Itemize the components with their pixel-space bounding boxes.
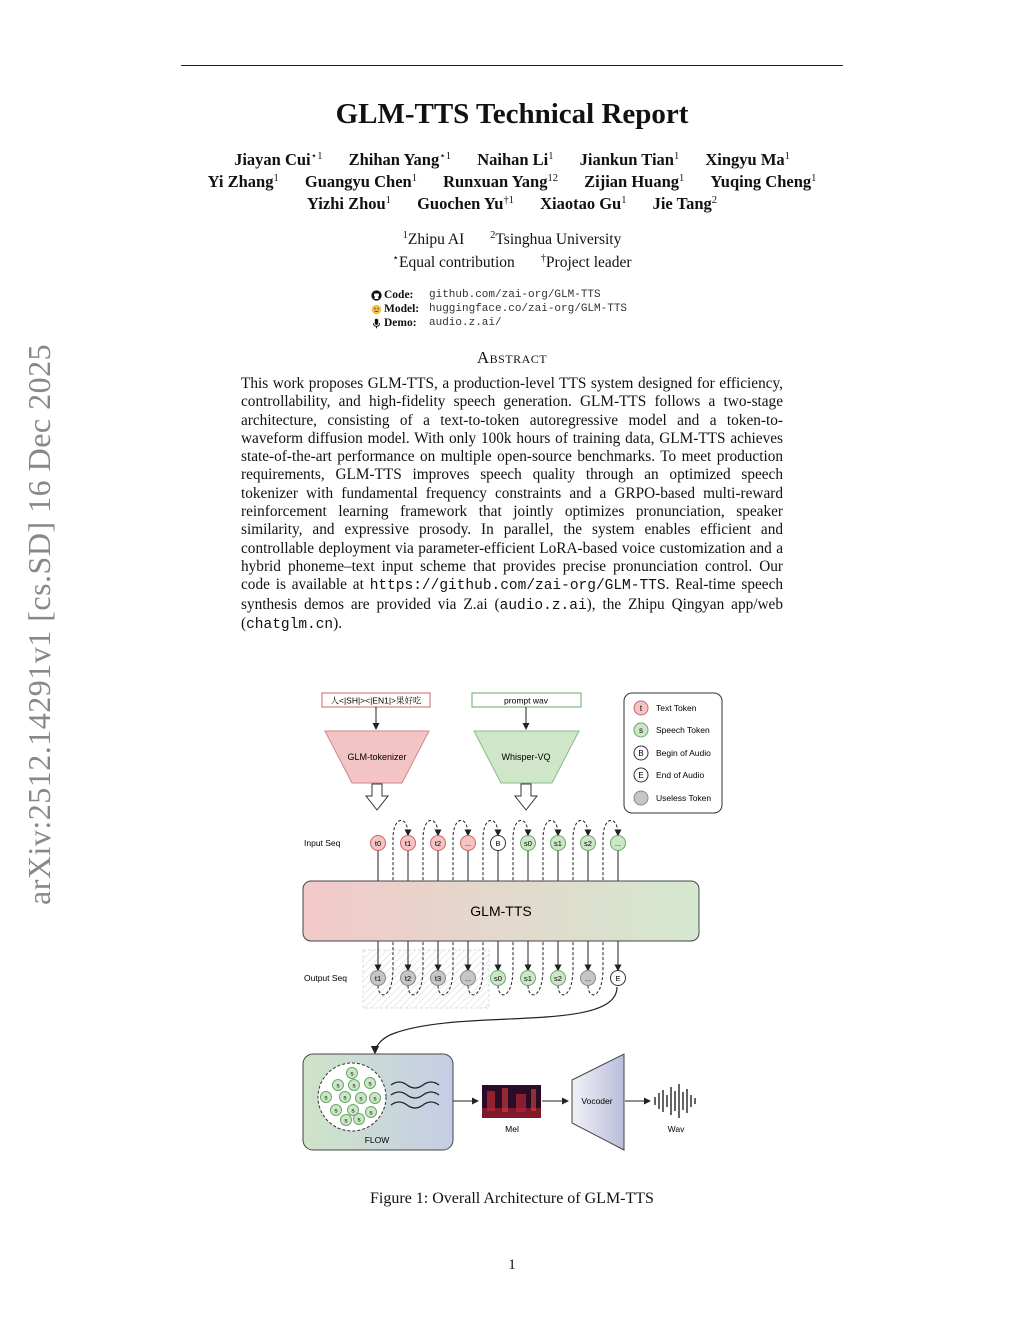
author: Runxuan Yang$^{12}$ (443, 172, 558, 191)
author: Zijian Huang$^1$ (584, 172, 685, 191)
legend-item-text-token (634, 701, 697, 715)
figure-caption: Figure 1: Overall Architecture of GLM-TTS (370, 1190, 654, 1207)
input-token (431, 836, 446, 851)
author: Jiankun Tian$^1$ (579, 150, 680, 169)
author: Yuqing Cheng$^1$ (710, 172, 817, 191)
svg-text:s: s (359, 1095, 363, 1103)
flow-label: FLOW (364, 1135, 390, 1145)
code-link[interactable]: github.com/zai-org/GLM-TTS (429, 289, 601, 301)
svg-text:B: B (638, 749, 644, 758)
input-token-sequence (371, 836, 626, 882)
svg-text:s: s (350, 1070, 354, 1078)
token-label: s1 (524, 974, 532, 983)
code-url[interactable]: https://github.com/zai-org/GLM-TTS (369, 578, 666, 595)
token-label: t2 (434, 839, 442, 848)
input-token (401, 836, 416, 851)
page-number: 1 (508, 1257, 516, 1273)
svg-text:s: s (352, 1082, 356, 1090)
author: Guochen Yu$^{\dagger 1}$ (417, 194, 514, 213)
svg-text:s: s (351, 1107, 355, 1115)
input-token (581, 836, 596, 851)
svg-text:s: s (368, 1080, 372, 1088)
resource-links (371, 288, 627, 330)
token-label: s0 (494, 974, 502, 983)
token-label: B (495, 839, 501, 848)
authors-line-1 (0, 150, 1024, 170)
waveform-icon (655, 1084, 695, 1118)
svg-text:Speech Token: Speech Token (656, 725, 710, 735)
svg-text:Useless Token: Useless Token (656, 793, 712, 803)
input-token (551, 836, 566, 851)
token-label: ... (584, 974, 592, 983)
flow-block (303, 1054, 453, 1150)
author: Naihan Li$^1$ (477, 150, 554, 169)
author: Jie Tang$^2$ (652, 194, 717, 213)
author: Yi Zhang$^1$ (207, 172, 279, 191)
wav-label: Wav (667, 1124, 685, 1134)
token-label: t0 (374, 839, 382, 848)
legend-item-end-audio (634, 768, 704, 782)
input-token (371, 836, 386, 851)
author: Xiaotao Gu$^1$ (540, 194, 627, 213)
mel-label: Mel (505, 1124, 519, 1134)
legend-item-useless-token (634, 791, 711, 805)
top-rule (181, 65, 843, 66)
flow-speech-token (366, 1107, 377, 1118)
author: Guangyu Chen$^1$ (304, 172, 417, 191)
mel-spectrogram (482, 1085, 541, 1134)
token-label: ... (464, 974, 472, 983)
text-input-label: 人<|SH|><|EN1|>果好吃 (330, 695, 422, 706)
down-arrow (366, 784, 388, 810)
output-token (491, 971, 506, 986)
legend (624, 693, 722, 813)
author: Zhihan Yang$^{⋆1}$ (348, 150, 452, 169)
output-token (551, 971, 566, 986)
prompt-input-box (472, 693, 581, 707)
input-seq-label: Input Seq (304, 838, 341, 848)
contribution-note: †Project leader (540, 253, 632, 271)
flow-speech-token (333, 1080, 344, 1091)
flow-speech-token (331, 1105, 342, 1116)
token-label: ... (614, 839, 622, 848)
svg-text:Begin of Audio: Begin of Audio (656, 748, 711, 758)
github-icon (371, 290, 382, 301)
flow-speech-token (340, 1092, 351, 1103)
text-input-box (322, 693, 430, 707)
code-link-label: Code: (384, 289, 414, 301)
architecture-figure (295, 688, 725, 1158)
contribution-notes-line (0, 252, 1024, 272)
flow-speech-token (347, 1068, 358, 1079)
abstract-heading (0, 348, 1024, 368)
svg-text:Text Token: Text Token (656, 703, 697, 713)
token-label: t1 (404, 839, 412, 848)
svg-text:End of Audio: End of Audio (656, 770, 705, 780)
output-token (611, 971, 626, 986)
output-token (461, 971, 476, 986)
glm-tts-model-block (303, 881, 699, 941)
abstract-body: This work proposes GLM-TTS, a production-level TTS system designed for efficiency, controllability, and high-fidelity speech generation. GLM-TTS follows a two-stage architecture, consisting of a text-to-token autoregressive model and a token-to-waveform diffusion model. With only 100k hours of training data, GLM-TTS achieves state-of-the-art performance on multiple open-source benchmarks. To meet production requirements, GLM-TTS improves speech quality through an optimized speech tokenizer with fundamental frequency constraints and a GRPO-based multi-reward reinforcement learning framework that jointly optimizes pronunciation, speaker similarity, and expressive prosody. In parallel, the system enables efficient and controllable deployment via parameter-efficient LoRA-based voice customization and a hybrid phoneme–text input scheme that provides precise pronunciation control. Our code is available at https://github.com/zai-org/GLM-TTS. Real-time speech synthesis demos are provided via Z.ai (audio.z.ai), the Zhipu Qingyan app/web (chatglm.cn). (241, 375, 784, 633)
affiliation: $^1$Zhipu AI (402, 230, 465, 248)
glm-tts-label: GLM-TTS (470, 903, 532, 919)
code-link-row (371, 288, 627, 302)
demo-link-row (371, 316, 627, 330)
model-link[interactable]: huggingface.co/zai-org/GLM-TTS (429, 303, 628, 315)
svg-text:s: s (369, 1109, 373, 1117)
affiliation: $^2$Tsinghua University (490, 230, 622, 248)
flow-speech-token (354, 1114, 365, 1125)
flow-speech-token (321, 1092, 332, 1103)
flow-speech-token (370, 1093, 381, 1104)
svg-text:t: t (639, 704, 643, 713)
token-label: s0 (524, 839, 532, 848)
legend-item-speech-token (634, 723, 710, 737)
author: Yizhi Zhou$^1$ (307, 194, 391, 213)
svg-text:E: E (638, 771, 644, 780)
paper-title: GLM-TTS Technical Report (335, 98, 689, 130)
output-token (431, 971, 446, 986)
legend-item-begin-audio (634, 746, 711, 760)
flow-speech-token (356, 1093, 367, 1104)
input-token (491, 836, 506, 851)
input-token (521, 836, 536, 851)
whisper-vq-label: Whisper-VQ (501, 752, 551, 762)
demo-link[interactable]: audio.z.ai/ (429, 317, 502, 329)
vocoder-block (572, 1054, 624, 1150)
whisper-vq-block (474, 731, 579, 783)
token-label: s2 (554, 974, 562, 983)
output-seq-label: Output Seq (304, 973, 348, 983)
svg-text:s: s (334, 1107, 338, 1115)
svg-text:s: s (639, 726, 643, 735)
vocoder-label: Vocoder (581, 1096, 613, 1106)
output-token (521, 971, 536, 986)
token-label: E (615, 974, 621, 983)
affiliations-line (0, 230, 1024, 249)
author: Jiayan Cui$^{⋆1}$ (234, 150, 323, 169)
glm-tokenizer-block (325, 731, 429, 783)
svg-text:s: s (324, 1094, 328, 1102)
demo-url[interactable]: audio.z.ai (499, 597, 587, 614)
token-label: s2 (584, 839, 592, 848)
demo-link-label: Demo: (384, 317, 417, 329)
token-label: t3 (434, 974, 442, 983)
huggingface-icon (371, 304, 382, 315)
token-label: s1 (554, 839, 562, 848)
svg-text:s: s (357, 1116, 361, 1124)
svg-text:s: s (373, 1095, 377, 1103)
authors-line-3 (0, 194, 1024, 214)
flow-speech-token (349, 1080, 360, 1091)
token-label: t1 (374, 974, 382, 983)
input-token (461, 836, 476, 851)
input-token (611, 836, 626, 851)
microphone-icon (371, 318, 382, 329)
model-link-label: Model: (384, 303, 420, 315)
svg-text:s: s (344, 1117, 348, 1125)
output-token (371, 971, 386, 986)
authors-line-2 (0, 172, 1024, 192)
svg-text:s: s (343, 1094, 347, 1102)
svg-text:s: s (336, 1082, 340, 1090)
abstract-heading-text: Abstract (476, 348, 548, 367)
flow-speech-token (365, 1078, 376, 1089)
model-link-row (371, 302, 627, 316)
glm-tokenizer-label: GLM-tokenizer (347, 752, 407, 762)
author: Xingyu Ma$^1$ (705, 150, 790, 169)
flow-speech-token (341, 1115, 352, 1126)
token-label: ... (464, 839, 472, 848)
output-token (581, 971, 596, 986)
prompt-input-label: prompt wav (504, 695, 548, 706)
contribution-note: ⋆Equal contribution (392, 253, 515, 271)
down-arrow (515, 784, 537, 810)
arxiv-identifier[interactable]: arXiv:2512.14291v1 [cs.SD] 16 Dec 2025 (21, 343, 57, 905)
app-url[interactable]: chatglm.cn (246, 616, 334, 633)
token-label: t2 (404, 974, 412, 983)
output-token (401, 971, 416, 986)
